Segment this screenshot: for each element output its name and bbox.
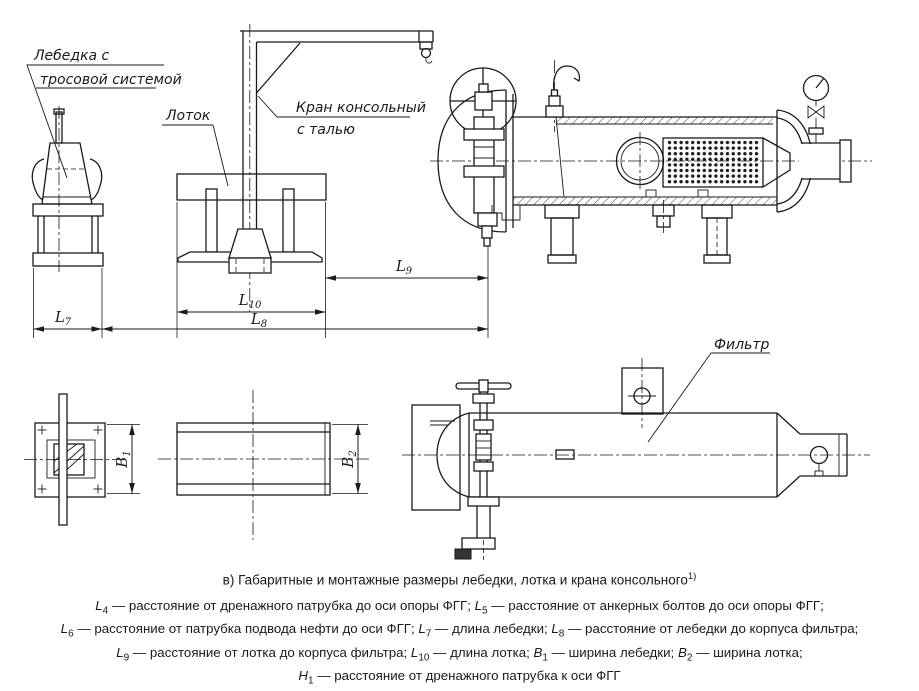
dim-label-b1: $B_1$ xyxy=(113,450,133,468)
filter-side-view xyxy=(402,353,870,560)
footnote-line: $L_6$ — расстояние от патрубка подвода нефти до оси ФГГ; $L_7$ — длина лебедки; $L_8$ — расстояние от лебедки до корпуса фильтра; xyxy=(60,621,859,640)
support-leg-left xyxy=(545,205,579,263)
side-valve-assembly xyxy=(430,380,511,560)
support-leg-right xyxy=(702,205,732,263)
footnotes xyxy=(0,597,919,690)
tray-front-view xyxy=(162,125,326,273)
filter-valve-column xyxy=(464,117,504,246)
footnote-line: $H_1$ — расстояние от дренажного патрубка к оси ФГГ xyxy=(298,667,621,687)
figure-caption xyxy=(0,571,919,588)
dim-label-l7: $L_7$ xyxy=(54,308,72,328)
dim-label-b2: $B_2$ xyxy=(339,450,359,468)
tray-label-leader xyxy=(213,125,228,186)
dim-label-l8: $L_8$ xyxy=(250,310,268,330)
manhole xyxy=(617,132,664,191)
perforated-basket xyxy=(646,138,790,197)
footnote-line: $L_4$ — расстояние от дренажного патрубка до оси опоры ФГГ; $L_5$ — расстояние от анкерных болтов до оси опоры ФГГ; xyxy=(95,598,824,617)
filter-top-view xyxy=(430,60,872,263)
winch-label-line1: Лебедка с xyxy=(34,48,110,64)
winch-front-view xyxy=(27,65,164,272)
caption-text: в) Габаритные и монтажные размеры лебедки, лотка и крана консольного xyxy=(222,572,688,588)
crane-label-line2: с талью xyxy=(297,122,355,138)
dim-label-l10: $L_{10}$ xyxy=(238,291,262,311)
crane-label-line1: Кран консольный xyxy=(296,100,426,116)
winch-top-view xyxy=(24,394,126,525)
footnote-line: $L_9$ — расстояние от лотка до корпуса фильтра; $L_{10}$ — длина лотка; $B_1$ — ширина лебедки; $B_2$ — ширина лотка; xyxy=(116,644,803,664)
caption-superscript: 1) xyxy=(687,571,697,582)
tray-label: Лоток xyxy=(166,108,211,124)
drain-nozzle xyxy=(653,200,674,233)
hoist-trolley xyxy=(420,42,432,63)
top-bracket xyxy=(622,358,663,428)
filter-label: Фильтр xyxy=(714,337,770,353)
dim-label-l9: $L_9$ xyxy=(395,257,413,277)
filter-label-leader xyxy=(648,353,711,442)
winch-label-line2: тросовой системой xyxy=(40,72,182,88)
